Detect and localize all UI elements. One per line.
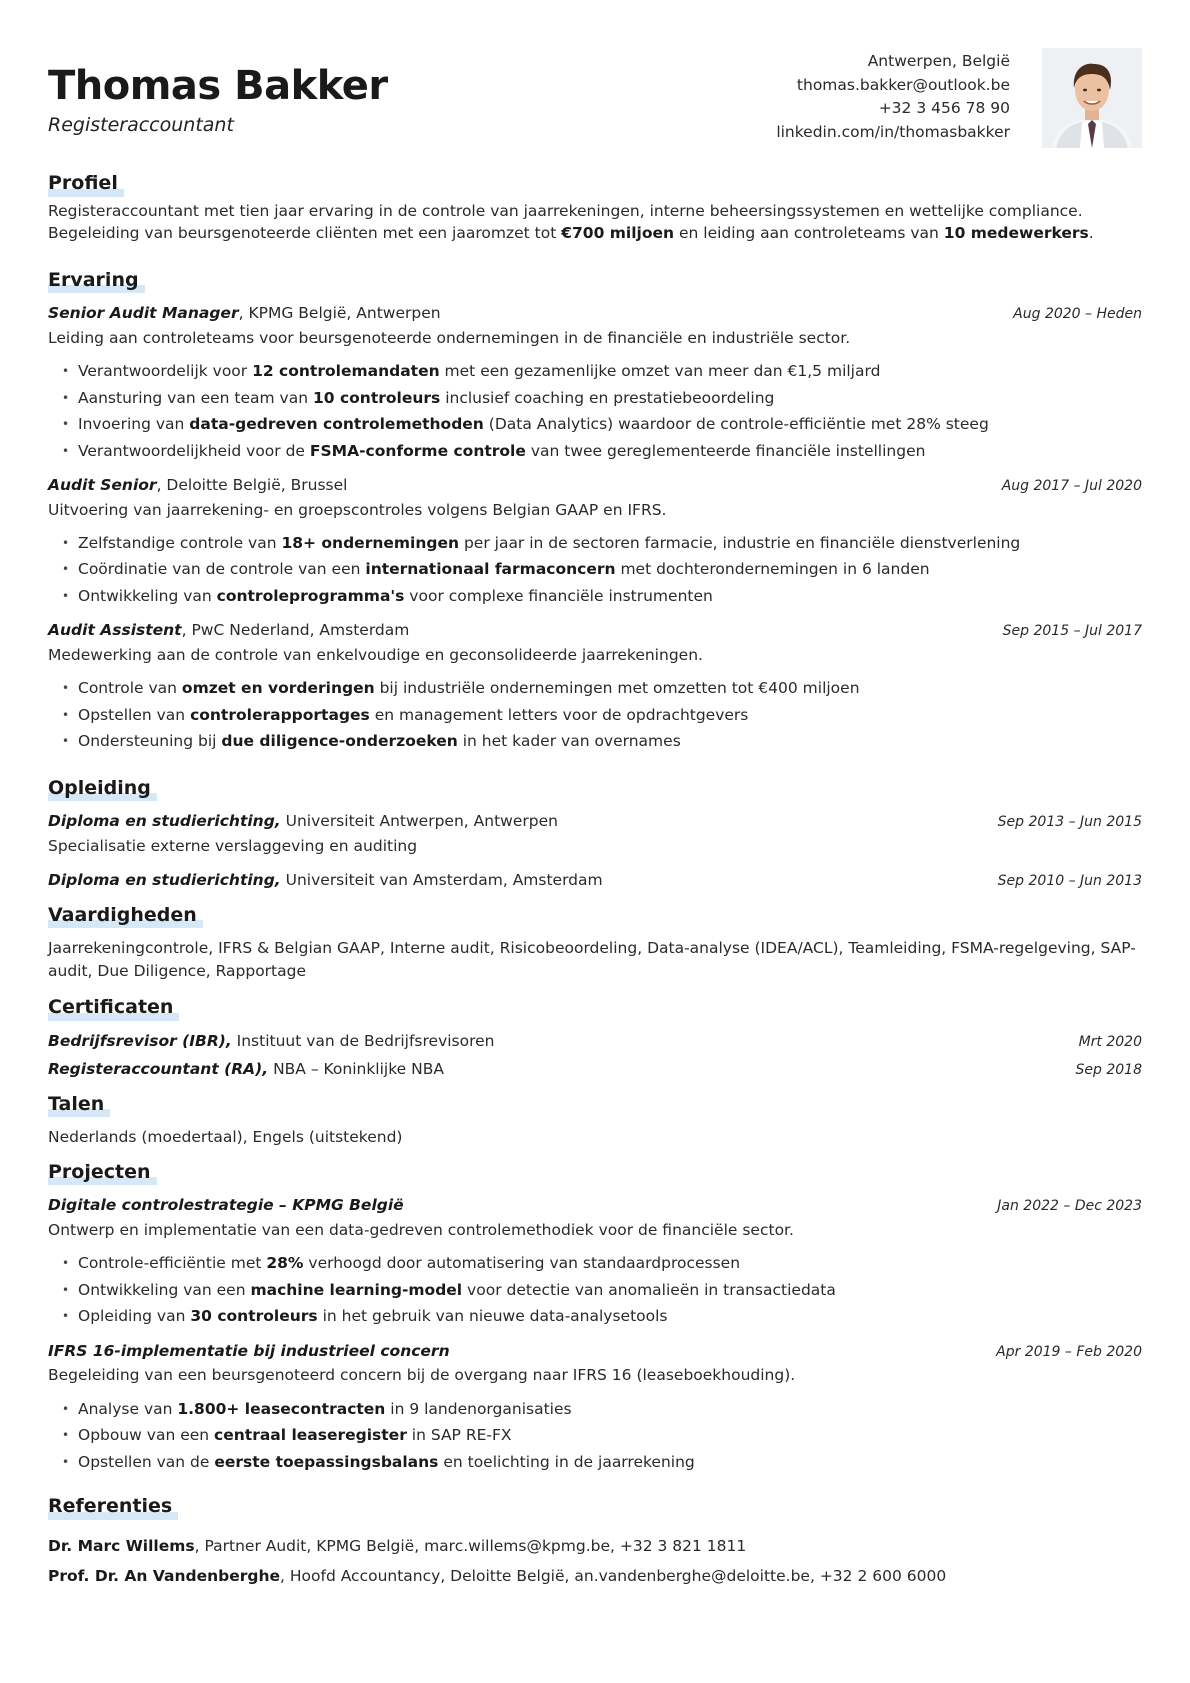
certificates-heading: Certificaten — [48, 994, 173, 1022]
job-org: , KPMG België, Antwerpen — [238, 304, 441, 323]
education-description: Specialisatie externe verslaggeving en auditing — [48, 836, 418, 855]
job-date: Aug 2020 – Heden — [1013, 306, 1142, 323]
job-bullets — [48, 358, 1142, 464]
reference-name: Dr. Marc Willems — [48, 1536, 195, 1555]
reference-entry — [48, 1531, 1142, 1561]
skills-heading: Vaardigheden — [48, 902, 197, 930]
school: Universiteit Antwerpen, Antwerpen — [280, 812, 558, 831]
bullet-item: • Verantwoordelijk voor 12 controlemandaten met een gezamenlijke omzet van meer dan €1,5 miljard — [62, 358, 1142, 385]
job-org: , Deloitte België, Brussel — [156, 476, 348, 495]
job-description: Leiding aan controleteams voor beursgenoteerde ondernemingen in de financiële en industriële sector. — [48, 328, 851, 347]
contact-phone: +32 3 456 78 90 — [878, 99, 1010, 117]
skills-text: Jaarrekeningcontrole, IFRS & Belgian GAAP, Interne audit, Risicobeoordeling, Data-analyse (IDEA/ACL), Teamleiding, FSMA-regelgeving, SAP-audit, Due Diligence, Rapportage — [48, 939, 1136, 980]
project-entry — [48, 1340, 1142, 1475]
bullet-item: • Analyse van 1.800+ leasecontracten in 9 landenorganisaties — [62, 1396, 1142, 1423]
portrait-image — [1042, 48, 1142, 148]
cv-page — [48, 40, 1142, 1660]
certificate-issuer: NBA – Koninklijke NBA — [268, 1060, 444, 1079]
project-date: Jan 2022 – Dec 2023 — [997, 1198, 1142, 1215]
certificate-entry — [48, 1058, 1142, 1080]
contact-linkedin[interactable]: linkedin.com/in/thomasbakker — [776, 122, 1010, 141]
education-section — [48, 775, 1142, 892]
bullet-item: • Opleiding van 30 controleurs in het gebruik van nieuwe data-analysetools — [62, 1303, 1142, 1330]
degree: Diploma en studierichting, — [48, 871, 281, 890]
education-entry — [48, 869, 1142, 891]
bullet-item: • Ondersteuning bij due diligence-onderzoeken in het kader van overnames — [62, 728, 1142, 755]
job-description: Medewerking aan de controle van enkelvoudige en geconsolideerde jaarrekeningen. — [48, 645, 703, 664]
certificate-name: Registeraccountant (RA), — [48, 1060, 269, 1079]
reference-entry — [48, 1561, 1142, 1591]
project-date: Apr 2019 – Feb 2020 — [996, 1343, 1142, 1360]
profile-section — [48, 170, 1142, 245]
references-section — [48, 1493, 1142, 1591]
education-date: Sep 2010 – Jun 2013 — [997, 873, 1142, 890]
profile-text-highlight: 10 medewerkers — [943, 224, 1089, 243]
bullet-item: • Aansturing van een team van 10 controleurs inclusief coaching en prestatiebeoordeling — [62, 385, 1142, 412]
projects-heading: Projecten — [48, 1159, 151, 1187]
experience-entry — [48, 302, 1142, 464]
profile-heading: Profiel — [48, 170, 118, 198]
certificate-date: Sep 2018 — [1075, 1062, 1142, 1079]
name-block — [48, 64, 388, 140]
languages-text: Nederlands (moedertaal), Engels (uitstekend) — [48, 1128, 403, 1147]
experience-section — [48, 267, 1142, 755]
person-name: Thomas Bakker — [48, 63, 388, 109]
project-name: Digitale controlestrategie – KPMG België — [48, 1196, 404, 1215]
bullet-item: • Opstellen van de eerste toepassingsbalans en toelichting in de jaarrekening — [62, 1449, 1142, 1476]
certificate-entry — [48, 1030, 1142, 1052]
projects-section — [48, 1159, 1142, 1475]
education-date: Sep 2013 – Jun 2015 — [997, 814, 1142, 831]
references-heading: Referenties — [48, 1493, 172, 1521]
bullet-item: • Ontwikkeling van een machine learning-model voor detectie van anomalieën in transactiedata — [62, 1277, 1142, 1304]
skills-section — [48, 902, 1142, 983]
job-position: Audit Assistent — [48, 621, 182, 640]
project-description: Ontwerp en implementatie van een data-gedreven controlemethodiek voor de financiële sector. — [48, 1220, 794, 1239]
person-role: Registeraccountant — [48, 114, 234, 136]
reference-name: Prof. Dr. An Vandenberghe — [48, 1566, 281, 1585]
profile-photo — [1042, 48, 1142, 148]
project-name: IFRS 16-implementatie bij industrieel concern — [48, 1341, 450, 1360]
project-bullets — [48, 1396, 1142, 1476]
bullet-item: • Invoering van data-gedreven controlemethoden (Data Analytics) waardoor de controle-efficiëntie met 28% steeg — [62, 411, 1142, 438]
bullet-item: • Zelfstandige controle van 18+ ondernemingen per jaar in de sectoren farmacie, industrie en financiële dienstverlening — [62, 530, 1142, 557]
bullet-item: • Controle-efficiëntie met 28% verhoogd door automatisering van standaardprocessen — [62, 1250, 1142, 1277]
job-org: , PwC Nederland, Amsterdam — [181, 621, 410, 640]
experience-entry — [48, 619, 1142, 754]
bullet-item: • Coördinatie van de controle van een internationaal farmaconcern met dochterondernemingen in 6 landen — [62, 556, 1142, 583]
job-date: Aug 2017 – Jul 2020 — [1001, 478, 1142, 495]
profile-text — [48, 200, 1142, 245]
job-date: Sep 2015 – Jul 2017 — [1002, 623, 1142, 640]
profile-text-highlight: €700 miljoen — [561, 224, 675, 243]
project-entry — [48, 1194, 1142, 1329]
job-description: Uitvoering van jaarrekening- en groepscontroles volgens Belgian GAAP en IFRS. — [48, 500, 667, 519]
bullet-item: • Opstellen van controlerapportages en management letters voor de opdrachtgevers — [62, 702, 1142, 729]
certificate-issuer: Instituut van de Bedrijfsrevisoren — [231, 1031, 495, 1050]
reference-details: , Hoofd Accountancy, Deloitte België, an.vandenberghe@deloitte.be, +32 2 600 6000 — [280, 1566, 947, 1585]
education-entry — [48, 810, 1142, 857]
certificates-section — [48, 994, 1142, 1080]
job-position: Audit Senior — [48, 476, 157, 495]
experience-heading: Ervaring — [48, 267, 139, 295]
bullet-item: • Controle van omzet en vorderingen bij industriële ondernemingen met omzetten tot €400 miljoen — [62, 675, 1142, 702]
contact-block — [776, 50, 1010, 144]
profile-text-part: en leiding aan controleteams van — [674, 224, 944, 243]
bullet-item: • Opbouw van een centraal leaseregister in SAP RE-FX — [62, 1422, 1142, 1449]
degree: Diploma en studierichting, — [48, 812, 281, 831]
project-bullets — [48, 1250, 1142, 1330]
bullet-item: • Verantwoordelijkheid voor de FSMA-conforme controle van twee gereglementeerde financiële instellingen — [62, 438, 1142, 465]
job-bullets — [48, 530, 1142, 610]
profile-text-part: . — [1088, 224, 1094, 243]
contact-location: Antwerpen, België — [867, 52, 1010, 70]
school: Universiteit van Amsterdam, Amsterdam — [280, 871, 603, 890]
bullet-item: • Ontwikkeling van controleprogramma's voor complexe financiële instrumenten — [62, 583, 1142, 610]
job-bullets — [48, 675, 1142, 755]
certificate-name: Bedrijfsrevisor (IBR), — [48, 1031, 232, 1050]
job-position: Senior Audit Manager — [48, 304, 239, 323]
contact-email[interactable]: thomas.bakker@outlook.be — [796, 75, 1010, 94]
project-description: Begeleiding van een beursgenoteerd concern bij de overgang naar IFRS 16 (leaseboekhouding). — [48, 1366, 796, 1385]
languages-heading: Talen — [48, 1091, 104, 1119]
certificate-date: Mrt 2020 — [1078, 1033, 1142, 1050]
education-heading: Opleiding — [48, 775, 151, 803]
reference-details: , Partner Audit, KPMG België, marc.willems@kpmg.be, +32 3 821 1811 — [194, 1536, 747, 1555]
profile-text-part: Registeraccountant met tien jaar ervaring in de controle van jaarrekeningen, interne beheersingssystemen en wettelijke compliance. Begeleiding van beursgenoteerde cliënten met een jaaromzet tot — [48, 201, 1083, 243]
cv-header — [48, 40, 1142, 170]
experience-entry — [48, 474, 1142, 609]
languages-section — [48, 1091, 1142, 1149]
